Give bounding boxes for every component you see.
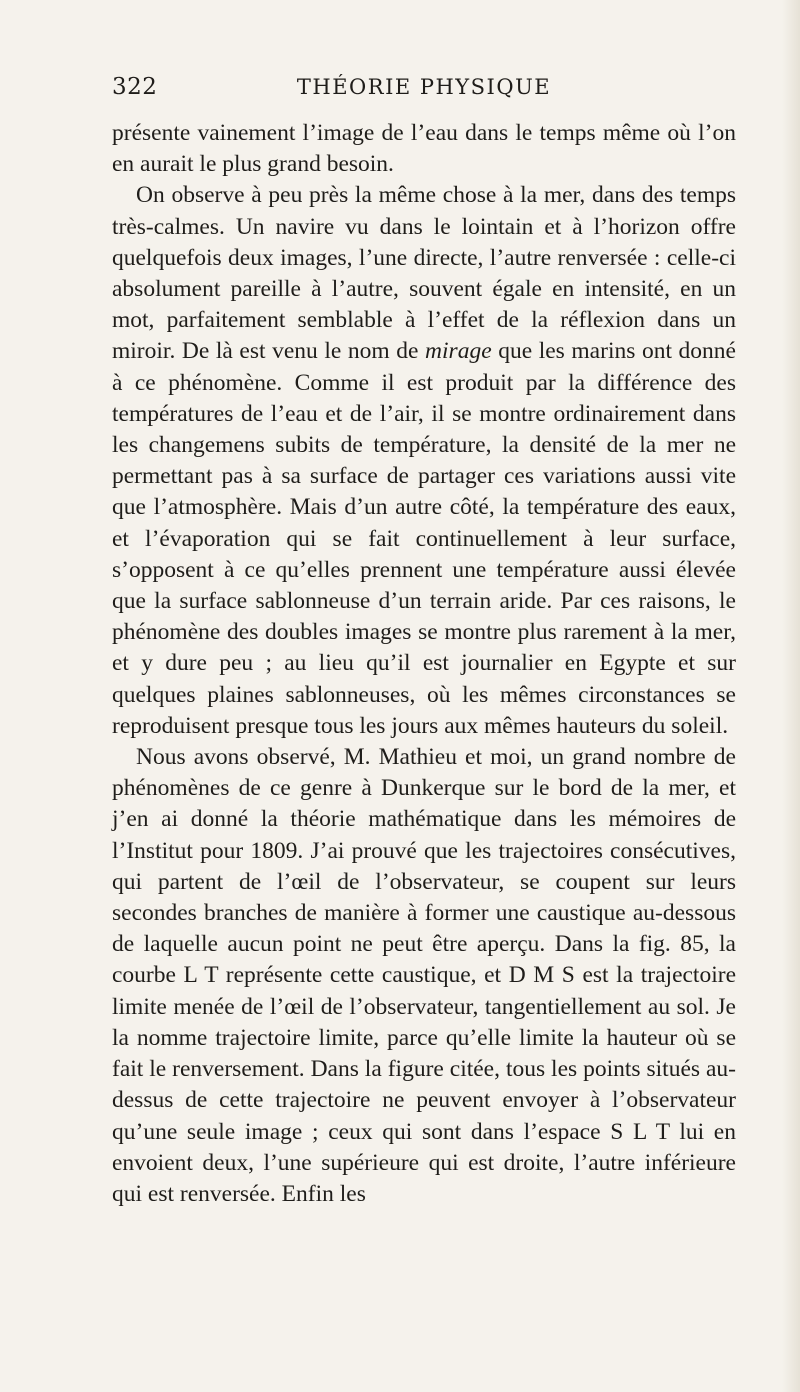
paragraph-text: On observe à peu près la même chose à la mer, dans des temps très-calmes. Un navire vu dans le lointain et à l’horizon offre quelquefois deux images, l’une directe, l’autre renversée : celle-ci absolument pareille à l’autre, souvent égale en intensité, en un mot, parfaitement semblable à l’effet de la réflexion dans un miroir. De là est venu le nom de (112, 182, 736, 365)
body-text (112, 118, 736, 1210)
paragraph-text: présente vainement l’image de l’eau dans le temps même où l’on en aurait le plus grand besoin. (112, 120, 736, 178)
paragraph-1 (112, 118, 736, 180)
running-head (112, 74, 736, 110)
paragraph-2 (112, 180, 736, 742)
page-number: 322 (112, 74, 158, 100)
running-title: THÉORIE PHYSIQUE (296, 75, 552, 99)
paragraph-text: que les marins ont donné à ce phénomène. Comme il est produit par la différence des températures de l’eau et de l’air, il se montre ordinairement dans les changemens subits de température, la densité de la mer ne permettant pas à sa surface de partager ces variations aussi vite que l’atmosphère. Mais d’un autre côté, la température des eaux, et l’évaporation qui se fait continuellement à leur surface, s’opposent à ce qu’elles prennent une température aussi élevée que la surface sablonneuse d’un terrain aride. Par ces raisons, le phénomène des doubles images se montre plus rarement à la mer, et y dure peu ; au lieu qu’il est journalier en Egypte et sur quelques plaines sablonneuses, où les mêmes circonstances se reproduisent presque tous les jours aux mêmes hauteurs du soleil. (112, 338, 736, 739)
paragraph-text: Nous avons observé, M. Mathieu et moi, un grand nombre de phénomènes de ce genre à Dunkerque sur le bord de la mer, et j’en ai donné la théorie mathématique dans les mémoires de l’Institut pour 1809. J’ai prouvé que les trajectoires consécutives, qui partent de l’œil de l’observateur, se coupent sur leurs secondes branches de manière à former une caustique au-dessous de laquelle aucun point ne peut être aperçu. Dans la fig. 85, la courbe L T représente cette caustique, et D M S est la trajectoire limite menée de l’œil de l’observateur, tangentiellement au sol. Je la nomme trajectoire limite, parce qu’elle limite la hauteur où se fait le renversement. Dans la figure citée, tous les points situés au-dessus de cette trajectoire ne peuvent envoyer à l’observateur qu’une seule image ; ceux qui sont dans l’espace S L T lui en envoient deux, l’une supérieure qui est droite, l’autre inférieure qui est renversée. Enfin les (112, 744, 736, 1207)
paragraph-3 (112, 742, 736, 1210)
italic-term-mirage: mirage (425, 338, 492, 365)
